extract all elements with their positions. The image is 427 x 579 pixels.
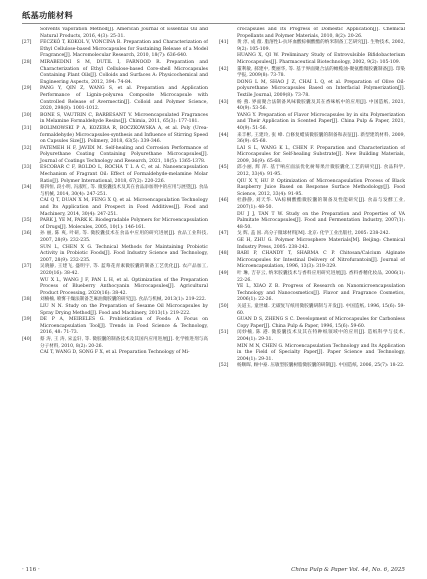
reference-text: BONE S, VAUTRIN C, BARBESANT V. Microencapsulated Fragrances in Melamine Formaldehyde Resins[J]. Chimia, 2011, 65(3): 177-181. — [40, 112, 208, 125]
reference-number: [41] — [219, 40, 229, 46]
reference-text: YE L, XIAO Z B. Progress of Research on Nanomicroencapsulation Technology and Nanocosmetics[J]. Flavor and Fragrance Cosmetics, 2006(1): 22-26. — [237, 284, 405, 303]
reference-number: [27] — [22, 40, 32, 46]
reference-number: [29] — [22, 86, 32, 92]
reference-number: [44] — [219, 132, 229, 138]
reference-text: DU J J, TAN T W. Study on the Preparation and Properties of VA Palmitate Microcapsules[J]. Food and Fermentation Industry, 2007(1): 48-50. — [237, 211, 405, 230]
reference-entry — [219, 231, 405, 238]
page-footer — [22, 566, 405, 574]
reference-entry — [22, 231, 208, 244]
reference-text: GE H, ZHU G. Polymer Microsphere Materials[M]. Beijing: Chemical Industry Press, 2005: 238-242. — [237, 238, 405, 250]
reference-text: MIRABEDINI S M, DUTIL I, FARNOOD R. Preparation and Characterization of Ethyl Cellulose-based Core-shell Microcapsules Containing Plant Oils[J]. Colloids and Surfaces A: Physicochemical and Engineering Aspects, 2012, 394: 74-84. — [40, 59, 208, 85]
reference-number: [28] — [22, 59, 32, 65]
reference-text: 蔡四恒, 段小明, 冯淑红, 等. 微胶囊技术及其在食品添加剂中的应用与展望[J]. 食品与机械, 2014, 30(4): 247-251. — [40, 185, 208, 197]
reference-entry — [219, 165, 405, 178]
reference-text: PANG Y, QIN Z, WANG S, et al. Preparation and Application Performance of Lignin-polyurea Composite Microcapsule with Controlled Release of Avermectin[J]. Colloid and Polymer Science, 2020, 298(8): 1001-1012. — [40, 86, 208, 112]
reference-number: [40] — [22, 336, 32, 342]
reference-number: [39] — [22, 317, 32, 323]
reference-number: [52] — [219, 363, 229, 369]
journal-header-title: 纸基功能材料 — [22, 10, 73, 20]
reference-entry — [219, 133, 405, 146]
reference-text: Solvents Vaporation Method[J]. American Journal of Essential Oil and Natural Products, 2016, 4(3): 25-31. — [40, 27, 208, 39]
reference-entry — [219, 317, 405, 330]
reference-number: [30] — [22, 112, 32, 118]
reference-text: PARK J, YE M, PARK K. Biodegradable Polymers for Microencapsulation of Drugs[J]. Molecules, 2005, 10(1): 146-161. — [40, 218, 208, 230]
reference-entry — [219, 304, 405, 317]
reference-text: 关道玉, 童世雄. 无碳复写纸用微胶囊研制与开发[J]. 中国造纸, 1996, 15(6): 59-60. — [237, 303, 405, 316]
reference-number: [34] — [22, 185, 32, 191]
reference-entry — [219, 284, 405, 304]
reference-text: 吴晓静, 王建飞, 盛明宇, 等. 蓝莓花青素微胶囊的制备工艺优化[J]. 农产品加工, 2020(16): 38-42. — [40, 264, 208, 276]
reference-text: WU X L, WANG J F, PAN L H, et al. Optimization of the Preparation Process of Blueberry Anthocyanin Microcapsules[J]. Agricultural Product Processing, 2020(16): 38-42. — [40, 277, 208, 296]
reference-text: 闵妙楠, 陈 港. 微胶囊技术及其在特种纸领域中的应用[J]. 造纸科学与技术, 2004(1): 29-31. — [237, 330, 405, 342]
running-header — [22, 10, 405, 24]
reference-number: [38] — [22, 297, 32, 303]
references-column-left — [22, 27, 208, 561]
reference-text: LIU N N. Study on the Preparation of Sesame Oil Microcapsules by Spray Drying Method[J]. Food and Machinery, 2013(1): 219-222. — [40, 303, 208, 316]
reference-text: DONG L M, SHAO J Z, CHAI L Q, et al. Preparation of Olive Oil-polyurethane Microcapsules Based on Interfacial Polymerization[J]. Textile Journal, 2009(8): 73-78. — [237, 79, 405, 98]
reference-text: QIU X Y, HU P. Optimization of Microencapsulation Process of Black Raspberry Juice Based on Response Surface Methodology[J]. Food Science, 2012, 33(4): 91-95. — [237, 178, 405, 197]
reference-text: 戈 辉, 盖 国. 高分子微球材料[M]. 北京: 化学工业出版社, 2005: 238-242. — [237, 231, 391, 237]
reference-entry — [219, 344, 405, 364]
reference-text: 杨 燕. 界面聚合法制备风味微胶囊及其在香味纸中的应用[J]. 中国造纸, 2021, 40(9): 53-56. — [237, 99, 405, 112]
reference-entry — [22, 60, 208, 86]
reference-entry — [219, 100, 405, 113]
reference-text: CAI T, WANG D, SONG F X, et al. Preparation Technology of Mi- — [40, 350, 190, 356]
reference-entry — [22, 40, 208, 60]
reference-entry — [22, 297, 208, 304]
reference-text: BOLIMOWSKI P A, KOZERA R, BOCZKOWSKA A, et al. Poly (Urea-formaldehyde) Microcapsules-synthesis and Influence of Stirring Speed on Capsules Size[J]. Polimery, 2018, 63(5): 339-346. — [40, 125, 208, 145]
reference-entry — [22, 113, 208, 126]
reference-number: [46] — [219, 198, 229, 204]
reference-entry — [22, 218, 208, 231]
reference-entry — [219, 40, 405, 53]
reference-number: [32] — [22, 145, 32, 151]
reference-text: SUN L, CHEN X G. Technical Methods for Maintaining Probiotic Activity in Probiotic Foods[J]. Food Industry Science and Technology, 2007, 28(9): 232-235. — [40, 244, 208, 263]
reference-text: 杨顺晖, 顾中豪. 压敏型胶囊树脂微胶囊的研制[J]. 中国造纸, 2006, 25(7): 18-22. — [237, 363, 405, 369]
reference-text: 黄 淳, 成 薇. 脂溶性L-抗坏血酸棕榈酸酯的纳米制备工艺研究[J]. 生物技术, 2002, 9(2): 105-109. — [237, 40, 405, 52]
reference-number: [49] — [219, 270, 229, 276]
reference-text: 杜静静, 刘天华. VA棕榈酸酯微胶囊的制备及性能研究[J]. 食品与发酵工业, 2007(1): 48-50. — [237, 198, 405, 211]
reference-text: 来丰彬, 王建玲, 张 峰. 自修复蜡质微胶囊的制备和表征[J]. 新型建筑材料, 2009, 36(9): 65-68. — [237, 132, 405, 145]
reference-entry — [22, 245, 208, 265]
reference-entry — [219, 212, 405, 232]
reference-number: [42] — [219, 66, 229, 72]
reference-entry — [219, 113, 405, 133]
reference-entry — [219, 27, 405, 40]
reference-entry — [22, 165, 208, 185]
reference-text: MIN M N, CHEN G. Microencapsulation Technology and Its Application in the Field of Specialty Paper[J]. Paper Science and Technology, 2004(1): 29-31. — [237, 343, 405, 362]
reference-number: [43] — [219, 99, 229, 105]
reference-entry — [22, 304, 208, 317]
reference-text: FATEMEH H F, JAVIDI M. Self-healing and Corrosion Performance of Polyurethane Coating Containing Polyurethane Microcapsules[J]. Journal of Coatings Technology and Research, 2021, 18(5): 1365-1378. — [40, 145, 208, 164]
reference-text: GUAN D S, ZHENG S C. Development of Microcapsules for Carbonless Copy Paper[J]. China Pulp & Paper, 1996, 15(6): 59-60. — [237, 317, 405, 329]
reference-number: [45] — [219, 165, 229, 171]
reference-text: CAI Q T, DUAN X M, FENG X Q, et al. Microencapsulation Technology and Its Application and Prospect in Food Additives[J]. Food and Machinery, 2014, 30(4): 247-251. — [40, 198, 208, 217]
reference-entry — [22, 278, 208, 298]
reference-entry — [22, 126, 208, 146]
reference-number: [33] — [22, 165, 32, 171]
reference-number: [47] — [219, 231, 229, 237]
reference-entry — [22, 337, 208, 350]
reference-text: 邱小丽, 辉 萍. 基于响应面法优化树莓果汁微胶囊化工艺的研究[J]. 食品科学, 2012, 33(4): 91-95. — [237, 165, 405, 178]
reference-text: ESCOBAR C F, ROLDO L, ROCHA T L A C, et al. Nanoencapsulation Mechanism of Fragrant Oil: Effect of Formaldehyde-melamine Molar Ratio[J]. Polymer International, 2018, 67(2): 220-226. — [40, 165, 208, 184]
reference-entry — [219, 67, 405, 80]
reference-text: 孙 丽, 陈 爽, 叶研, 等. 微胶囊技术在食品中应用的研究进展[J]. 食品工业科技, 2007, 28(9): 232-235. — [40, 231, 208, 243]
reference-number: [31] — [22, 125, 32, 131]
reference-text: crocapsules and Its Progress of Domestic Application[J]. Chemical Propellants and Polymer Materials, 2010, 8(2): 20-26. — [237, 27, 405, 39]
reference-text: DE P A, MEIRELES G. Probiotication of Foods: A Focus on Microencapsulation Tool[J]. Trends in Food Science & Technology, 2016, 48: 71-73. — [40, 317, 208, 336]
page-number: · 116 · — [22, 567, 40, 573]
reference-entry — [22, 198, 208, 218]
reference-text: 董利敏, 郝建中, 樊丽华, 等. 基于界面聚合法的橄榄油-聚氨酯微胶囊制备[J]. 印染学报, 2009(8): 73-78. — [237, 66, 405, 79]
reference-text: BABI P, CHANDY T, SHARMA C P. Chitosan/Calcium Alginate Microcapsules for Intestinal Delivery of Nitrofurantoin[J]. Journal of Microencapsulation, 1996, 13(3): 319-329. — [237, 251, 405, 270]
reference-entry — [22, 264, 208, 277]
reference-text: LAI S L, WANG K L, CHEN F. Preparation and Characterization of Microcapsules for Self-healing Substrate[J]. New Building Materials, 2009, 36(9): 65-68. — [237, 145, 405, 164]
reference-number: [37] — [22, 264, 32, 270]
journal-info: China Pulp & Paper Vol. 44, No. 6, 2025 — [291, 567, 405, 573]
reference-number: [48] — [219, 251, 229, 257]
reference-text: FECZKÓ T, KOKOL V, VONCINA B. Preparation and Characterization of Ethyl Cellulose-based Microcapsules for Sustaining Release of a Model Fragrance[J]. Macromolecular Research, 2010, 18(7): 636-640. — [40, 40, 208, 59]
reference-entry — [219, 363, 405, 370]
reference-entry — [22, 185, 208, 198]
reference-number: [35] — [22, 218, 32, 224]
reference-text: 刘楠楠, 喷雾干燥法制备芝麻油微胶囊的研究[J]. 食品与机械, 2013(1): 219-222. — [40, 297, 207, 303]
reference-entry — [219, 271, 405, 284]
reference-text: 叶 琳, 吉存云, 纳米胶囊技术与香料应用研究进展[J]. 香料香精化妆品, 2006(1): 22-26. — [237, 270, 405, 283]
reference-entry — [219, 80, 405, 100]
reference-text: YANG Y. Preparation of Flavor Microcapsules by in situ Polymerization and Their Application in Scented Paper[J]. China Pulp & Paper, 2021, 40(9): 51-56. — [237, 112, 405, 131]
reference-entry — [22, 27, 208, 40]
reference-entry — [22, 86, 208, 112]
reference-entry — [22, 146, 208, 166]
reference-number: [50] — [219, 303, 229, 309]
reference-entry — [219, 53, 405, 66]
reference-entry — [22, 317, 208, 337]
reference-entry — [219, 251, 405, 271]
reference-entry — [219, 179, 405, 199]
reference-entry — [22, 350, 208, 357]
reference-entry — [219, 238, 405, 251]
reference-text: 蔡 涛, 王 涛, 宋孟轩, 等. 微胶囊的制备技术及其国内应用进展[J]. 化学推进剂与高分子材料, 2010, 8(2): 20-26. — [40, 336, 208, 349]
reference-entry — [219, 330, 405, 343]
reference-text: HUANG X, QI W. Preliminary Study of Entrovulsible Bifidobacterium Microcapsules[J]. Pharmaceutical Biotechnology, 2002, 9(2): 105-109. — [237, 53, 405, 65]
reference-entry — [219, 198, 405, 211]
reference-number: [51] — [219, 330, 229, 336]
references-column-right — [219, 27, 405, 561]
reference-number: [36] — [22, 231, 32, 237]
reference-entry — [219, 146, 405, 166]
